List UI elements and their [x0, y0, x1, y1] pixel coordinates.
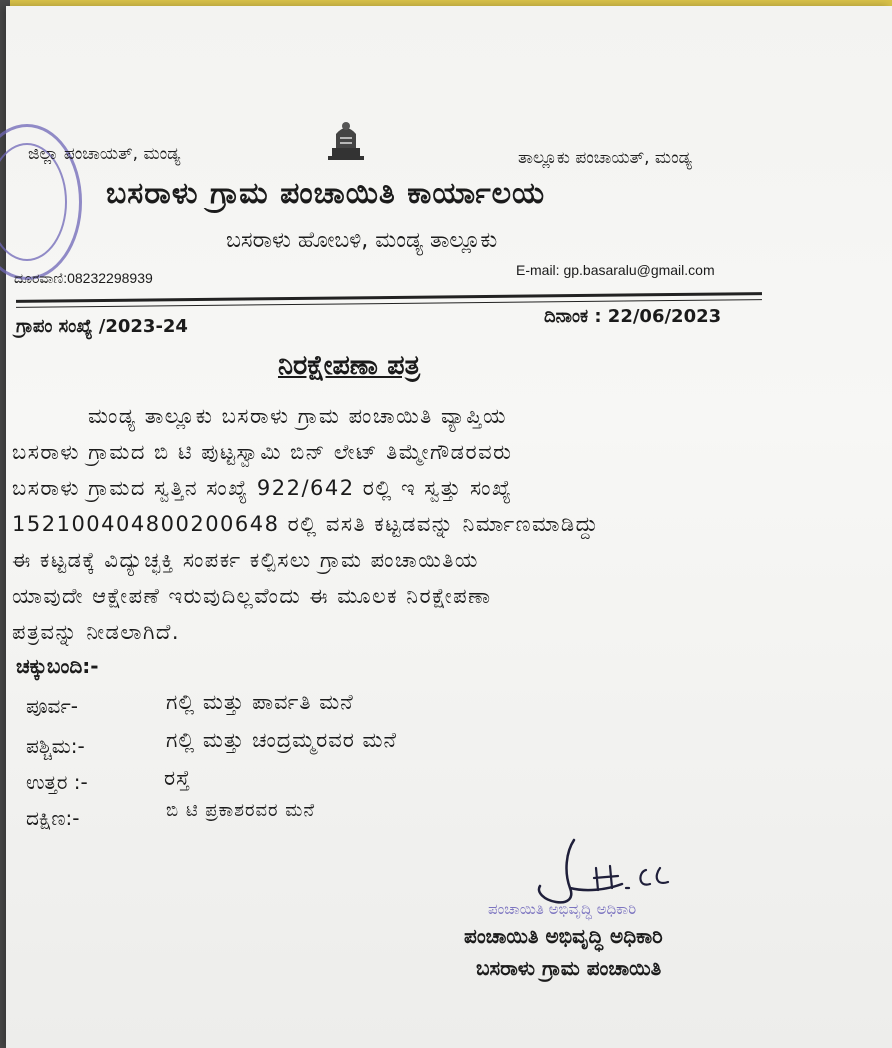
state-emblem-icon [322, 118, 370, 164]
body-line: 152100404800200648 ರಲ್ಲಿ ವಸತಿ ಕಟ್ಟಡವನ್ನು ನಿರ್ಮಾಣಮಾಡಿದ್ದು [12, 512, 600, 536]
office-subtitle: ಬಸರಾಳು ಹೋಬಳಿ, ಮಂಡ್ಯ ತಾಲ್ಲೂಕು [226, 228, 498, 253]
body-line: ಈ ಕಟ್ಟಡಕ್ಕೆ ವಿದ್ಯುಚ್ಛಕ್ತಿ ಸಂಪರ್ಕ ಕಲ್ಪಿಸಲು ಗ್ರಾಮ ಪಂಚಾಯಿತಿಯ [12, 548, 479, 572]
boundary-label-north: ಉತ್ತರ :- [26, 770, 88, 794]
boundary-value-south: ಬಿ ಟಿ ಪ್ರಕಾಶರವರ ಮನೆ [166, 800, 316, 821]
office-title: ಬಸರಾಳು ಗ್ರಾಮ ಪಂಚಾಯಿತಿ ಕಾರ್ಯಾಲಯ [106, 176, 546, 211]
officer-designation: ಪಂಚಾಯಿತಿ ಅಭಿವೃದ್ಧಿ ಅಧಿಕಾರಿ [464, 924, 663, 948]
body-line: ಬಸರಾಳು ಗ್ರಾಮದ ಸ್ವತ್ತಿನ ಸಂಖ್ಯೆ 922/642 ರಲ್ಲಿ ಇ ಸ್ವತ್ತು ಸಂಖ್ಯೆ [12, 476, 513, 500]
letter-date: ದಿನಾಂಕ : 22/06/2023 [544, 306, 722, 327]
body-line: ಯಾವುದೇ ಆಕ್ಷೇಪಣೆ ಇರುವುದಿಲ್ಲವೆಂದು ಈ ಮೂಲಕ ನಿರಕ್ಷೇಪಣಾ [12, 584, 492, 608]
boundary-value-west: ಗಲ್ಲಿ ಮತ್ತು ಚಂದ್ರಮ್ಮರವರ ಮನೆ [166, 728, 397, 752]
reference-number: ಗ್ರಾಪಂ ಸಂಖ್ಯೆ /2023-24 [16, 316, 188, 337]
boundary-label-west: ಪಶ್ಚಿಮ:- [26, 734, 85, 758]
phone-number: ದೂರವಾಣಿ:08232298939 [14, 270, 153, 286]
district-panchayat-label: ಜಿಲ್ಲಾ ಪಂಚಾಯತ್, ಮಂಡ್ಯ [28, 144, 181, 164]
boundaries-title: ಚಕ್ಕುಬಂದಿ:- [16, 654, 99, 678]
boundary-value-north: ರಸ್ತೆ [164, 766, 191, 790]
email-address: E-mail: gp.basaralu@gmail.com [516, 262, 715, 278]
boundary-label-east: ಪೂರ್ವ- [26, 694, 78, 718]
body-line: ಪತ್ರವನ್ನು ನೀಡಲಾಗಿದೆ. [12, 620, 181, 644]
officer-seal-text: ಪಂಚಾಯಿತಿ ಅಭಿವೃದ್ಧಿ ಅಧಿಕಾರಿ [488, 900, 637, 918]
header-rule-thick [16, 292, 762, 303]
panchayat-name: ಬಸರಾಳು ಗ್ರಾಮ ಪಂಚಾಯಿತಿ [476, 956, 662, 980]
body-line: ಬಸರಾಳು ಗ್ರಾಮದ ಬಿ ಟಿ ಪುಟ್ಟಸ್ವಾಮಿ ಬಿನ್ ಲೇಟ್ ತಿಮ್ಮೇಗೌಡರವರು [12, 440, 513, 464]
taluk-panchayat-label: ತಾಲ್ಲೂಕು ಪಂಚಾಯತ್, ಮಂಡ್ಯ [518, 148, 692, 168]
document-heading: ನಿರಕ್ಷೇಪಣಾ ಪತ್ರ [278, 350, 421, 381]
letter-page [6, 6, 892, 1048]
body-line: ಮಂಡ್ಯ ತಾಲ್ಲೂಕು ಬಸರಾಳು ಗ್ರಾಮ ಪಂಚಾಯಿತಿ ವ್ಯಾಪ್ತಿಯ [88, 404, 507, 428]
boundary-label-south: ದಕ್ಷಿಣ:- [26, 806, 80, 830]
boundary-value-east: ಗಲ್ಲಿ ಮತ್ತು ಪಾರ್ವತಿ ಮನೆ [166, 690, 354, 714]
